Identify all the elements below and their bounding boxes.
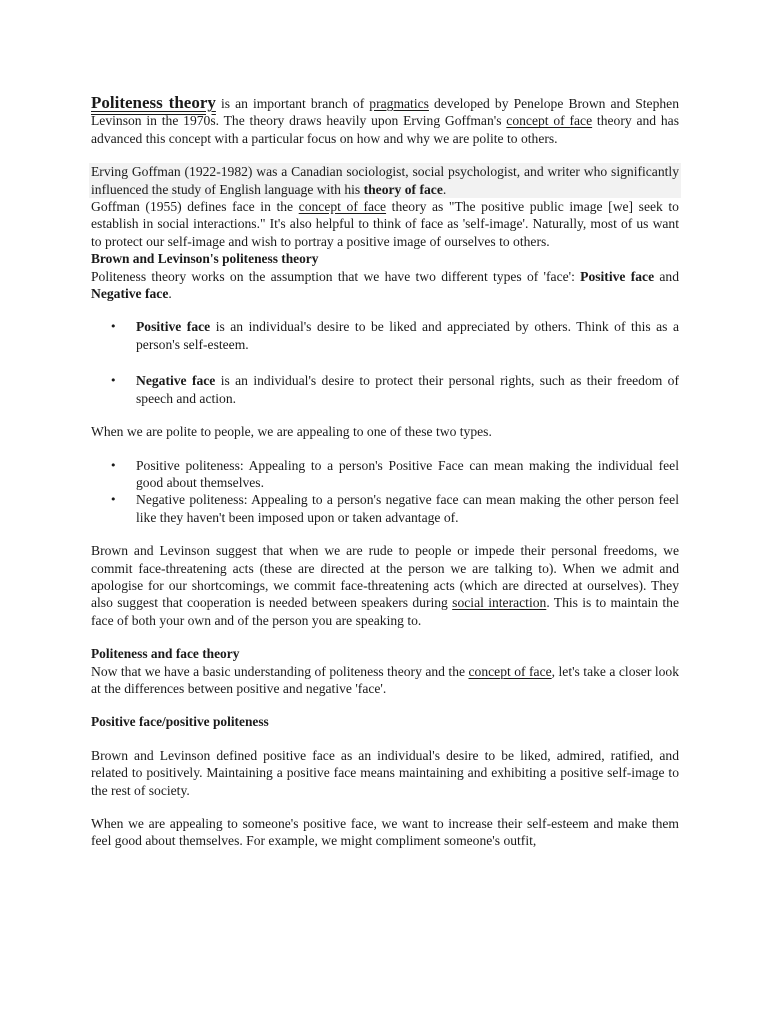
list-item-negative-politeness: • Negative politeness: Appealing to a person's negative face can mean making the other person feel like they haven't been imposed upon or taken advantage of. <box>91 491 679 526</box>
face-types-paragraph <box>91 268 679 303</box>
list-item-text: is an individual's desire to be liked and appreciated by others. Think of this as a person's self-esteem. <box>136 319 679 352</box>
types-text-1: Politeness theory works on the assumption that we have two different types of 'face': <box>91 268 581 284</box>
heading-brown-levinson: Brown and Levinson's politeness theory <box>91 251 319 267</box>
spacer <box>91 441 679 457</box>
intro-text-2: developed by Penelope Brown and Stephen Levinson in the 1970s. The theory draws heavily upon Erving Goffman's <box>91 96 679 129</box>
definition-text-2: theory as "The positive public image [we] seek to establish in social interactions." It's also helpful to think of face as 'self-image'. Naturally, most of us want to protect our self-image and wish to portray a positive image of ourselves to others. <box>91 199 679 249</box>
politeness-list <box>91 457 679 527</box>
document-body <box>91 94 679 850</box>
face-threatening-paragraph <box>91 542 679 629</box>
concept-of-face-link-3[interactable]: concept of face <box>468 663 552 679</box>
positive-face-definition-paragraph: Brown and Levinson defined positive face as an individual's desire to be liked, admired, ratified, and related to positively. Maintaining a positive face means maintaining and exhibiting a positive self-image to the rest of society. <box>91 747 679 798</box>
spacer <box>91 731 679 747</box>
spacer <box>91 697 679 713</box>
concept-of-face-link[interactable]: concept of face <box>506 113 593 129</box>
intro-text-1: is an important branch of <box>215 96 370 111</box>
social-interaction-link[interactable]: social interaction <box>452 595 547 611</box>
spacer <box>91 302 679 318</box>
list-item-bold: Negative face <box>136 373 216 389</box>
spacer <box>91 799 679 815</box>
appealing-paragraph: When we are polite to people, we are appealing to one of these two types. <box>91 424 492 440</box>
spacer <box>91 147 679 163</box>
list-item-positive-politeness: • Positive politeness: Appealing to a person's Positive Face can mean making the individual feel good about themselves. <box>91 457 679 492</box>
positive-face-bold: Positive face <box>580 268 655 284</box>
goffman-definition-paragraph <box>91 198 679 250</box>
goffman-text-2: . <box>442 181 447 197</box>
goffman-text-1: Erving Goffman (1922-1982) was a Canadian sociologist, social psychologist, and writer who significantly influenced the study of English language with his <box>91 164 679 197</box>
types-text-2: and <box>654 268 680 284</box>
theory-of-face-bold: theory of face <box>363 181 443 197</box>
types-text-3: . <box>168 286 172 302</box>
rude-text-1: Brown and Levinson suggest that when we are rude to people or impede their personal freedoms, we commit face-threatening acts (these are directed at the person we are talking to). When we admit and apologise for our shortcomings, we commit face-threatening acts (which are directed at ourselves). They also suggest that cooperation is needed between speakers during <box>91 543 679 611</box>
concept-of-face-link-2[interactable]: concept of face <box>298 199 387 215</box>
heading-positive-face: Positive face/positive politeness <box>91 714 269 730</box>
intro-paragraph <box>91 94 679 147</box>
intro-text-3: theory and has advanced this concept with a particular focus on how and why we are polite to others. <box>91 113 680 146</box>
goffman-paragraph <box>89 163 681 198</box>
document-title: Politeness theory <box>91 93 216 112</box>
appealing-positive-face-paragraph: When we are appealing to someone's positive face, we want to increase their self-esteem and make them feel good about themselves. For example, we might compliment someone's outfit, <box>91 816 679 849</box>
heading-politeness-face-theory: Politeness and face theory <box>91 646 240 662</box>
face-types-list <box>91 318 679 407</box>
spacer <box>91 629 679 645</box>
list-item-negative-face <box>91 372 679 407</box>
negative-face-bold: Negative face <box>91 286 169 302</box>
rude-text-2: . This is to maintain the face of both your own and of the person you are speaking to. <box>91 595 680 628</box>
now-text-1: Now that we have a basic understanding of politeness theory and the <box>91 663 469 679</box>
spacer <box>91 526 679 542</box>
now-text-2: , let's take a closer look at the differences between positive and negative 'face'. <box>91 663 679 696</box>
spacer <box>91 407 679 423</box>
list-item-positive-face <box>91 318 679 353</box>
now-paragraph <box>91 663 679 698</box>
definition-text-1: Goffman (1955) defines face in the <box>91 199 299 215</box>
list-item-bold: Positive face <box>136 319 211 335</box>
pragmatics-link[interactable]: pragmatics <box>369 96 429 111</box>
list-item-text: is an individual's desire to protect their personal rights, such as their freedom of speech and action. <box>136 373 680 406</box>
